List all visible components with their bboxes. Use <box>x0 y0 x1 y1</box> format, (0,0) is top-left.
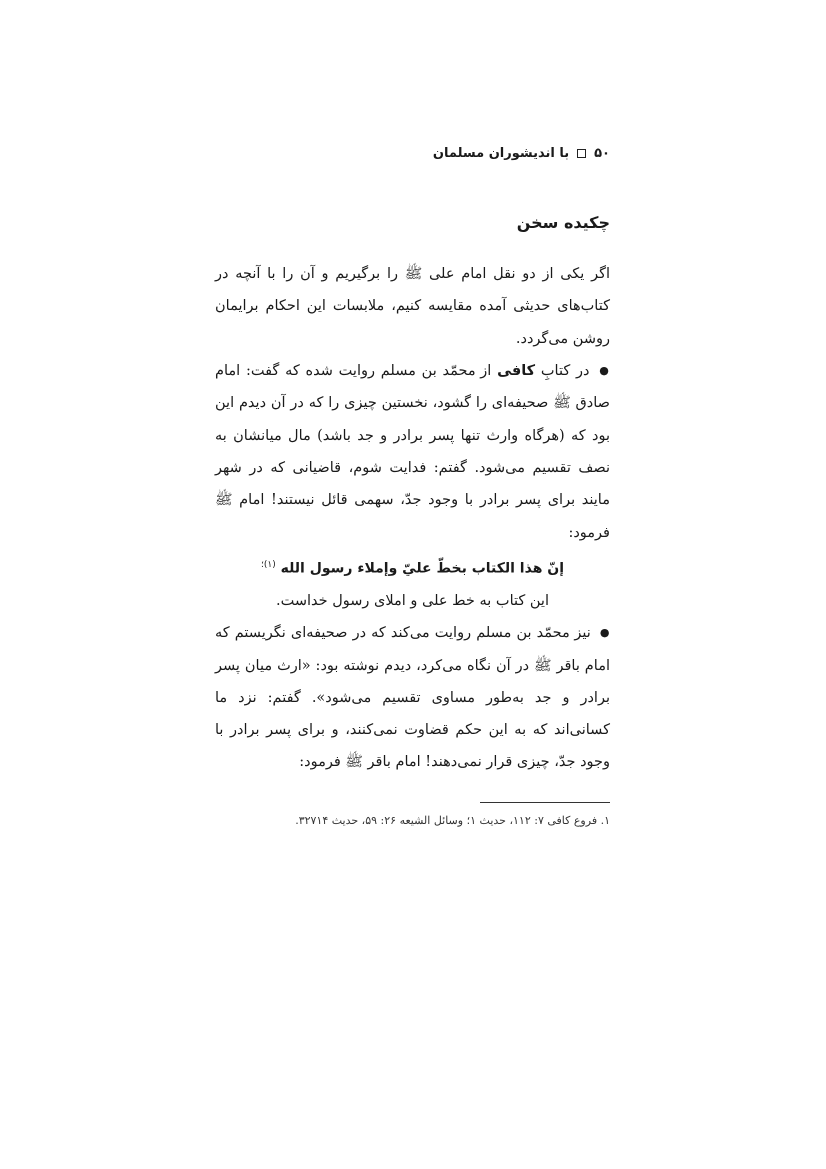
intro-paragraph: اگر یکی از دو نقل امام علی ﷺ را برگیریم و آن را با آنچه در کتاب‌های حدیثی آمده مقایسه کنیم، ملابسات این احکام برایمان روشن می‌گردد. <box>215 266 610 347</box>
quote-translation: این کتاب به خط علی و املای رسول خداست. <box>276 592 549 609</box>
item1-paragraph <box>215 355 610 549</box>
section-heading: چکیده سخن <box>516 213 610 232</box>
footnote-reference: (۱)؛ <box>260 559 276 570</box>
footnote-separator <box>480 802 610 803</box>
running-header <box>210 146 610 161</box>
book-title: با اندیشوران مسلمان <box>432 146 570 161</box>
item1-lead: در کتابِ <box>540 363 590 380</box>
body-text <box>215 258 610 779</box>
bullet-icon: ● <box>599 626 610 640</box>
square-ornament-icon <box>577 149 586 158</box>
footnote: ۱. فروع کافی ۷: ۱۱۲، حدیث ۱؛ وسائل الشیعه ۲۶: ۵۹، حدیث ۳۲۷۱۴. <box>295 814 610 827</box>
item2-text: نیز محمّد بن مسلم روایت می‌کند که در صحیفه‌ای نگریستم که امام باقر ﷺ در آن نگاه می‌کرد، دیدم نوشته بود: «ارث میان پسر برادر و جد به‌طور مساوی تقسیم می‌شود». گفتم: نزد ما کسانی‌اند که به این حکم قضاوت نمی‌کنند، و برای پسر برادر با وجود جدّ، چیزی قرار نمی‌دهند! امام باقر ﷺ فرمود: <box>215 625 610 771</box>
bullet-icon: ● <box>599 363 611 377</box>
item1-book-name: کافی <box>497 363 536 380</box>
arabic-quote: إنّ هذا الكتاب بخطّ عليّ وإملاء رسول الله <box>280 560 565 577</box>
page-number: ۵۰ <box>594 146 610 161</box>
arabic-quote-line <box>215 549 610 585</box>
item1-text: از محمّد بن مسلم روایت شده که گفت: امام صادق ﷺ صحیفه‌ای را گشود، نخستین چیزی را که در آن دیدم این بود که (هرگاه وارث تنها پسر برادر و جد باشد) مال میانشان به نصف تقسیم می‌شود. گفتم: فدایت شوم، قاضیانی که در شهر مایند برای پسر برادر با وجود جدّ، سهمی قائل نیستند! امام ﷺ فرمود: <box>215 363 610 541</box>
item2-paragraph <box>215 617 610 779</box>
